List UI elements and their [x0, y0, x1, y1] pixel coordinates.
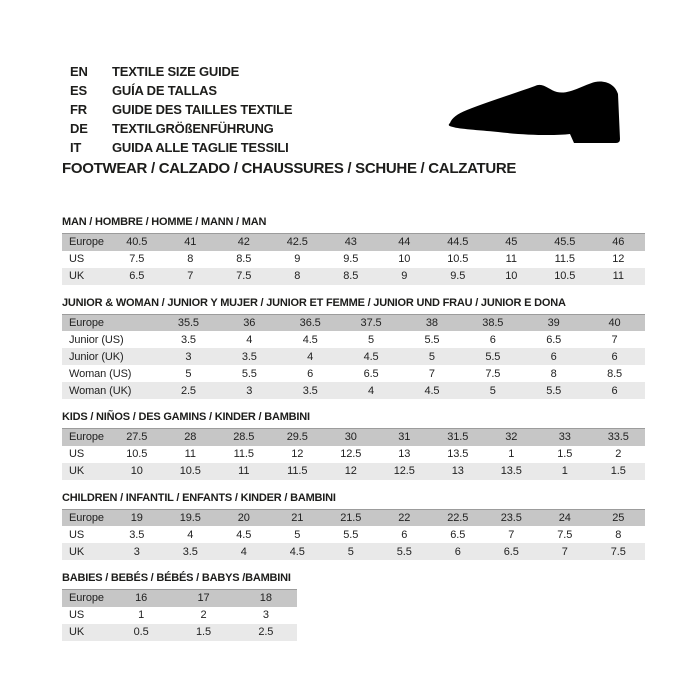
- size-cell: 7.5: [236, 270, 252, 282]
- language-row: [70, 138, 292, 157]
- size-cell: 38.5: [482, 316, 504, 329]
- size-cell: 13: [398, 448, 411, 460]
- size-cell: 3: [185, 350, 192, 363]
- size-cell: 4: [307, 350, 314, 363]
- size-cell: 27.5: [126, 431, 148, 444]
- size-cell: 8: [550, 367, 557, 380]
- size-table-section: [62, 216, 645, 285]
- size-cell: 6.5: [363, 367, 379, 380]
- size-cell: 44: [398, 236, 411, 249]
- size-cell: 40: [608, 316, 621, 329]
- row-label: US: [69, 253, 85, 265]
- table-header-row: [62, 429, 645, 446]
- size-cell: 4: [187, 528, 194, 541]
- shoe-icon: [443, 72, 635, 154]
- size-cell: 19: [130, 511, 143, 524]
- language-code: EN: [70, 64, 88, 79]
- size-cell: 10: [130, 465, 143, 477]
- table-row: [62, 365, 645, 382]
- language-code: ES: [70, 83, 87, 98]
- size-cell: 4.5: [302, 333, 318, 346]
- table-row: [62, 607, 297, 624]
- size-cell: 24: [558, 511, 571, 524]
- size-table-section: [62, 572, 645, 641]
- size-cell: 7: [428, 367, 435, 380]
- table-header-row: [62, 234, 645, 251]
- size-cell: 7.5: [557, 528, 573, 541]
- row-label: Europe: [69, 316, 104, 329]
- size-cell: 6: [489, 333, 496, 346]
- size-cell: 10: [398, 253, 411, 265]
- size-cell: 10.5: [554, 270, 576, 282]
- language-code: DE: [70, 121, 88, 136]
- size-cell: 5: [347, 545, 354, 558]
- language-row: [70, 62, 292, 81]
- size-cell: 7.5: [129, 253, 145, 265]
- size-cell: 36.5: [299, 316, 321, 329]
- size-cell: 11: [184, 448, 196, 460]
- size-cell: 5: [428, 350, 435, 363]
- size-cell: 44.5: [447, 236, 469, 249]
- size-cell: 4: [368, 384, 375, 397]
- size-cell: 6: [401, 528, 408, 541]
- size-cell: 6.5: [129, 270, 145, 282]
- table-row: [62, 446, 645, 463]
- language-label: TEXTILGRÖßENFÜHRUNG: [112, 121, 274, 136]
- size-cell: 31: [398, 431, 411, 444]
- size-cell: 2.5: [258, 626, 274, 638]
- size-cell: 5.5: [396, 545, 412, 558]
- size-cell: 6.5: [503, 545, 519, 558]
- size-cell: 4.5: [424, 384, 440, 397]
- size-cell: 43: [344, 236, 357, 249]
- size-cell: 23.5: [500, 511, 522, 524]
- size-cell: 10: [505, 270, 518, 282]
- size-table: [62, 589, 297, 641]
- size-cell: 6: [550, 350, 557, 363]
- row-label: US: [69, 448, 85, 460]
- row-label: Europe: [69, 511, 104, 524]
- size-cell: 6: [454, 545, 461, 558]
- size-cell: 22.5: [447, 511, 469, 524]
- size-cell: 5.5: [546, 384, 562, 397]
- size-cell: 22: [398, 511, 411, 524]
- size-cell: 2: [200, 609, 207, 621]
- table-row: [62, 382, 645, 399]
- size-cell: 12.5: [340, 448, 362, 460]
- language-code: FR: [70, 102, 87, 117]
- size-cell: 6: [611, 350, 618, 363]
- size-cell: 0.5: [133, 626, 149, 638]
- size-cell: 42: [237, 236, 250, 249]
- size-cell: 9: [401, 270, 408, 282]
- row-label: Woman (UK): [69, 384, 132, 397]
- size-cell: 21.5: [340, 511, 362, 524]
- size-cell: 6: [611, 384, 618, 397]
- size-cell: 1: [508, 448, 515, 460]
- size-cell: 7: [561, 545, 568, 558]
- size-table-section: [62, 297, 645, 400]
- size-cell: 33: [558, 431, 571, 444]
- size-cell: 11: [612, 270, 624, 282]
- size-cell: 25: [612, 511, 625, 524]
- size-cell: 8.5: [236, 253, 252, 265]
- size-cell: 6.5: [546, 333, 562, 346]
- size-cell: 38: [425, 316, 438, 329]
- size-cell: 31.5: [447, 431, 469, 444]
- table-row: [62, 348, 645, 365]
- size-cell: 11: [505, 253, 517, 265]
- size-cell: 10.5: [447, 253, 469, 265]
- table-row: [62, 543, 645, 560]
- size-cell: 30: [344, 431, 357, 444]
- table-row: [62, 251, 645, 268]
- size-cell: 33.5: [607, 431, 629, 444]
- size-cell: 4: [240, 545, 247, 558]
- size-cell: 7: [187, 270, 194, 282]
- size-cell: 12: [291, 448, 304, 460]
- size-cell: 12: [612, 253, 625, 265]
- row-label: Europe: [69, 592, 104, 605]
- size-cell: 45.5: [554, 236, 576, 249]
- section-title: BABIES / BEBÉS / BÉBÉS / BABYS /BAMBINI: [62, 572, 291, 584]
- row-label: UK: [69, 626, 85, 638]
- size-cell: 20: [237, 511, 250, 524]
- size-cell: 4: [246, 333, 253, 346]
- size-cell: 11.5: [554, 253, 575, 265]
- size-cell: 7: [508, 528, 515, 541]
- size-cell: 6: [307, 367, 314, 380]
- size-cell: 29.5: [286, 431, 308, 444]
- table-row: [62, 463, 645, 480]
- size-cell: 1: [138, 609, 145, 621]
- size-cell: 9.5: [450, 270, 466, 282]
- table-row: [62, 268, 645, 285]
- size-cell: 4.5: [236, 528, 252, 541]
- size-cell: 10.5: [179, 465, 201, 477]
- size-cell: 5: [489, 384, 496, 397]
- row-label: UK: [69, 545, 85, 558]
- size-cell: 16: [135, 592, 148, 605]
- size-cell: 42.5: [286, 236, 308, 249]
- size-cell: 32: [505, 431, 518, 444]
- size-table: [62, 509, 645, 561]
- size-cell: 11.5: [233, 448, 254, 460]
- size-cell: 13.5: [447, 448, 469, 460]
- section-title: CHILDREN / INFANTIL / ENFANTS / KINDER / BAMBINI: [62, 491, 336, 504]
- language-label: GUIDA ALLE TAGLIE TESSILI: [112, 140, 289, 155]
- size-cell: 5.5: [485, 350, 501, 363]
- language-row: [70, 119, 292, 138]
- row-label: US: [69, 528, 85, 541]
- size-cell: 12: [344, 465, 357, 477]
- size-cell: 2.5: [180, 384, 196, 397]
- shoe-silhouette-path: [449, 82, 620, 144]
- table-header-row: [62, 509, 645, 526]
- table-row: [62, 624, 297, 641]
- size-cell: 18: [259, 592, 272, 605]
- size-cell: 10.5: [126, 448, 148, 460]
- table-row: [62, 331, 645, 348]
- size-cell: 21: [291, 511, 304, 524]
- size-cell: 8.5: [343, 270, 359, 282]
- size-cell: 5.5: [343, 528, 359, 541]
- size-cell: 13.5: [500, 465, 522, 477]
- size-cell: 28.5: [233, 431, 255, 444]
- size-table-section: [62, 411, 645, 480]
- size-cell: 8: [294, 270, 301, 282]
- size-cell: 3: [133, 545, 140, 558]
- size-cell: 4.5: [289, 545, 305, 558]
- size-cell: 5.5: [424, 333, 440, 346]
- size-cell: 36: [243, 316, 256, 329]
- size-cell: 5: [368, 333, 375, 346]
- size-cell: 5: [294, 528, 301, 541]
- size-cell: 6.5: [450, 528, 466, 541]
- size-cell: 9: [294, 253, 301, 265]
- size-cell: 4.5: [363, 350, 379, 363]
- section-title: KIDS / NIÑOS / DES GAMINS / KINDER / BAMBINI: [62, 411, 310, 423]
- size-cell: 3.5: [182, 545, 198, 558]
- table-header-row: [62, 314, 645, 331]
- size-cell: 1.5: [195, 626, 211, 638]
- size-cell: 1: [561, 465, 568, 477]
- size-cell: 45: [505, 236, 518, 249]
- size-cell: 9.5: [343, 253, 359, 265]
- section-title: JUNIOR & WOMAN / JUNIOR Y MUJER / JUNIOR ET FEMME / JUNIOR UND FRAU / JUNIOR E DONA: [62, 296, 566, 309]
- language-list: [70, 62, 292, 157]
- size-cell: 19.5: [179, 511, 201, 524]
- size-cell: 11.5: [287, 465, 308, 477]
- size-cell: 17: [197, 592, 210, 605]
- table-header-row: [62, 590, 297, 607]
- row-label: UK: [69, 270, 85, 282]
- language-row: [70, 81, 292, 100]
- size-cell: 2: [615, 448, 622, 460]
- size-cell: 3.5: [302, 384, 318, 397]
- size-cell: 41: [184, 236, 197, 249]
- size-cell: 40.5: [126, 236, 148, 249]
- size-cell: 7.5: [485, 367, 501, 380]
- size-cell: 1.5: [610, 465, 626, 477]
- language-label: GUIDE DES TAILLES TEXTILE: [112, 102, 293, 117]
- row-label: US: [69, 609, 85, 621]
- language-label: GUÍA DE TALLAS: [112, 83, 217, 98]
- size-tables: [62, 216, 645, 641]
- size-cell: 12.5: [393, 465, 415, 477]
- size-cell: 8: [615, 528, 622, 541]
- size-cell: 5.5: [241, 367, 257, 380]
- row-label: Junior (US): [69, 333, 124, 346]
- size-table: [62, 314, 645, 400]
- size-cell: 39: [547, 316, 560, 329]
- language-row: [70, 100, 292, 119]
- table-row: [62, 526, 645, 543]
- size-cell: 28: [184, 431, 197, 444]
- section-title: MAN / HOMBRE / HOMME / MANN / MAN: [62, 216, 267, 228]
- size-cell: 11: [238, 465, 250, 477]
- size-cell: 3.5: [129, 528, 145, 541]
- size-cell: 1.5: [557, 448, 573, 460]
- size-table: [62, 233, 645, 285]
- size-cell: 7: [611, 333, 618, 346]
- size-table-section: [62, 492, 645, 561]
- size-table: [62, 428, 645, 480]
- size-cell: 8: [187, 253, 194, 265]
- row-label: Europe: [69, 236, 104, 249]
- category-title: FOOTWEAR / CALZADO / CHAUSSURES / SCHUHE / CALZATURE: [62, 160, 517, 177]
- size-cell: 46: [612, 236, 625, 249]
- size-cell: 8.5: [607, 367, 623, 380]
- language-label: TEXTILE SIZE GUIDE: [112, 64, 240, 79]
- size-cell: 35.5: [177, 316, 199, 329]
- row-label: Woman (US): [69, 367, 132, 380]
- size-cell: 37.5: [360, 316, 382, 329]
- language-code: IT: [70, 140, 82, 155]
- size-cell: 3.5: [241, 350, 257, 363]
- size-cell: 13: [451, 465, 464, 477]
- size-cell: 5: [185, 367, 192, 380]
- row-label: Europe: [69, 431, 104, 444]
- size-cell: 3.5: [180, 333, 196, 346]
- size-cell: 3: [246, 384, 253, 397]
- row-label: Junior (UK): [69, 350, 124, 363]
- size-cell: 7.5: [610, 545, 626, 558]
- row-label: UK: [69, 465, 85, 477]
- size-cell: 3: [262, 609, 269, 621]
